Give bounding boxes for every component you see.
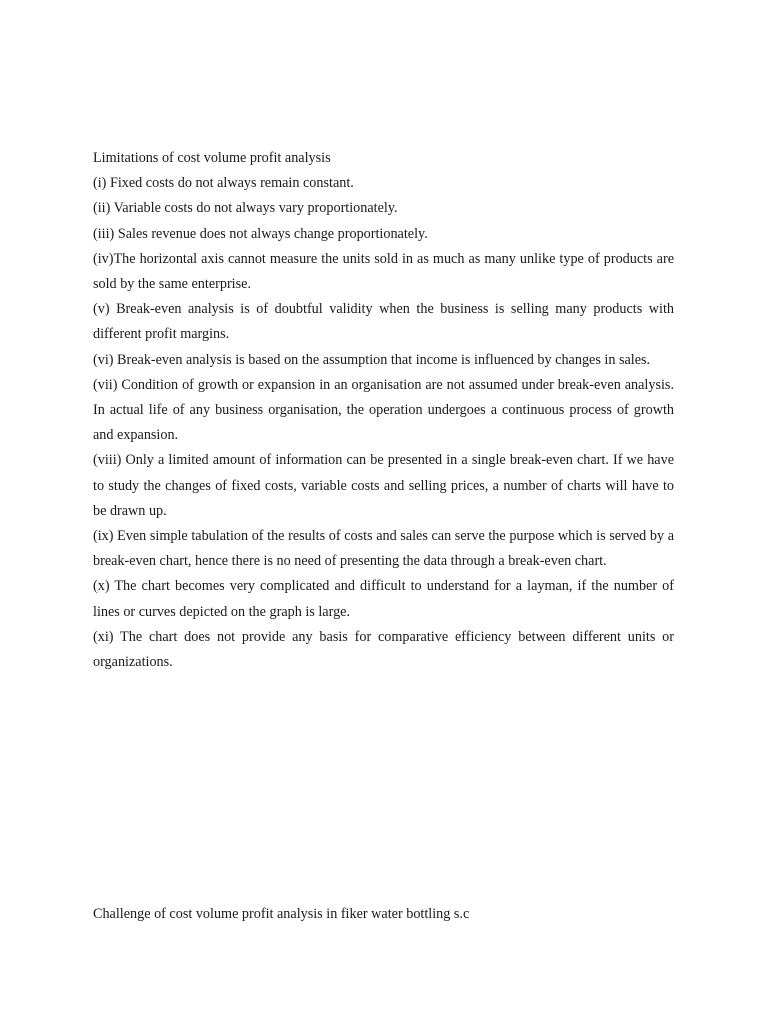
list-item: (vi) Break-even analysis is based on the assumption that income is influenced by changes in sales.: [93, 351, 651, 368]
list-item: (i) Fixed costs do not always remain constant.: [93, 175, 354, 192]
list-item: (x) The chart becomes very complicated and difficult to understand for a layman, if the number of lines or curves depicted on the graph is large.: [93, 578, 674, 620]
list-item: (xi) The chart does not provide any basis for comparative efficiency between different units or organizations.: [93, 628, 674, 671]
section-heading: Limitations of cost volume profit analysis: [93, 150, 331, 166]
document-body: [93, 146, 674, 675]
list-item: (iii) Sales revenue does not always change proportionately.: [93, 225, 428, 242]
next-section-heading: Challenge of cost volume profit analysis in fiker water bottling s.c: [93, 906, 470, 922]
list-item: (ii) Variable costs do not always vary proportionately.: [93, 200, 398, 217]
list-item: (iv)The horizontal axis cannot measure the units sold in as much as many unlike type of products are sold by the same enterprise.: [93, 250, 674, 293]
list-item: (v) Break-even analysis is of doubtful validity when the business is selling many products with different profit margins.: [93, 301, 674, 343]
list-item: (ix) Even simple tabulation of the results of costs and sales can serve the purpose which is served by a break-even chart, hence there is no need of presenting the data through a break-even chart.: [93, 528, 674, 570]
list-item: (vii) Condition of growth or expansion in an organisation are not assumed under break-even analysis. In actual life of any business organisation, the operation undergoes a continuous process of growth and expansion.: [93, 376, 674, 444]
list-item: (viii) Only a limited amount of information can be presented in a single break-even chart. If we have to study the changes of fixed costs, variable costs and selling prices, a number of charts will have to be drawn up.: [93, 452, 674, 519]
